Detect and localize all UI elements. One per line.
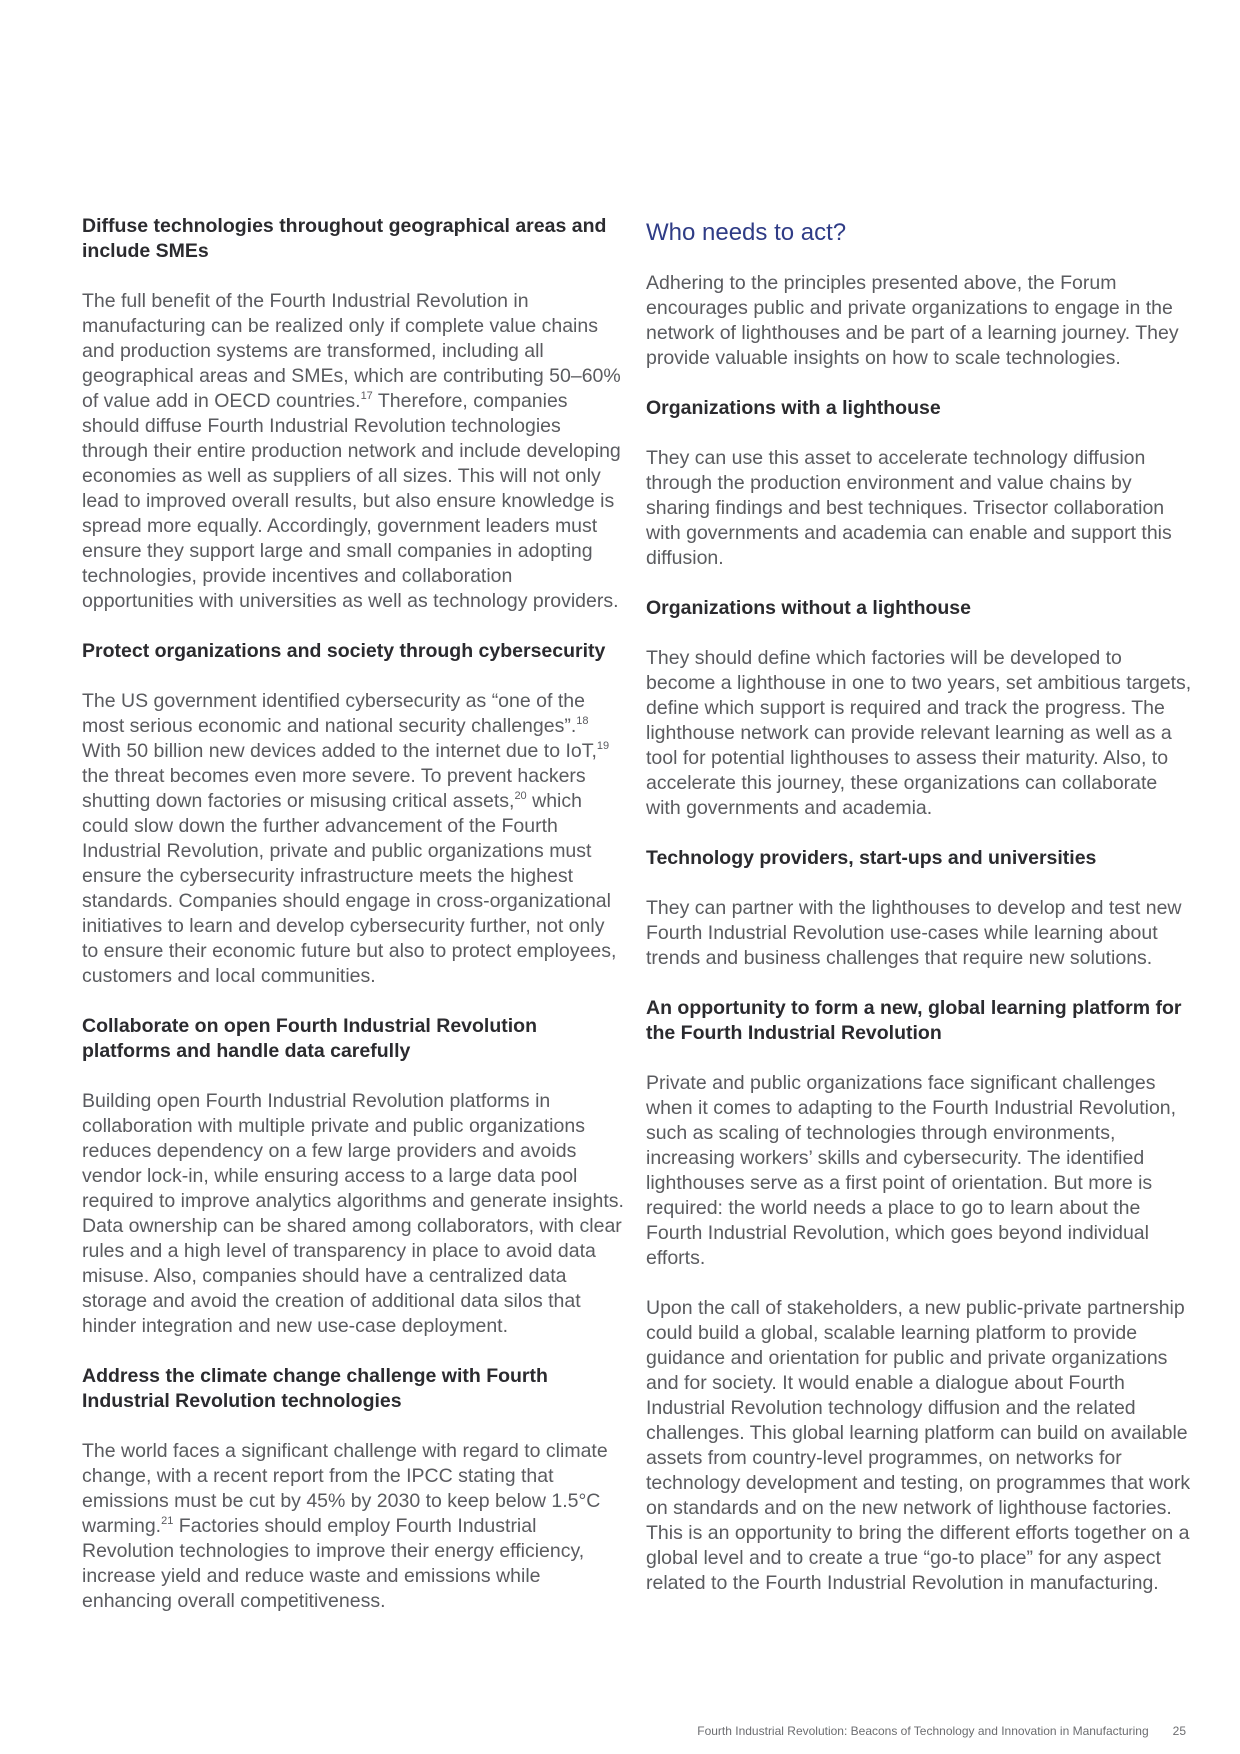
text-run: Factories should employ Fourth Industrial Revolution technologies to improve their energy efficiency, increase yield and reduce waste and emissions while enhancing overall competitiveness. (82, 1515, 585, 1612)
paragraph-intro: Adhering to the principles presented above, the Forum encourages public and private organizations to engage in the network of lighthouses and be part of a learning journey. They provide valuable insights on how to scale technologies. (646, 272, 1179, 369)
text-run: The world faces a significant challenge with regard to climate change, with a recent report from the IPCC stating that emissions must be cut by 45% by 2030 to keep below 1.5°C warming. (82, 1440, 608, 1537)
footnote-ref: 21 (161, 1515, 174, 1527)
paragraph-climate-change (82, 1439, 626, 1614)
section-heading-with-lighthouse: Organizations with a lighthouse (646, 397, 941, 419)
paragraph-cybersecurity (82, 689, 626, 989)
text-run: Therefore, companies should diffuse Fourth Industrial Revolution technologies through their entire production network and include developing economies as well as suppliers of all sizes. This will not only lead to improved overall results, but also ensure knowledge is spread more equally. Accordingly, government leaders must ensure they support large and small companies in adopting technologies, provide incentives and collaboration opportunities with universities as well as technology providers. (82, 390, 621, 612)
left-column (82, 214, 626, 1639)
section-heading-technology-providers: Technology providers, start-ups and universities (646, 847, 1097, 869)
text-run: The US government identified cybersecurity as “one of the most serious economic and national security challenges”. (82, 690, 585, 737)
section-heading-without-lighthouse: Organizations without a lighthouse (646, 597, 971, 619)
section-heading-cybersecurity: Protect organizations and society through cybersecurity (82, 640, 606, 662)
page-section-title: Who needs to act? (646, 219, 847, 246)
section-heading-climate-change: Address the climate change challenge with Fourth Industrial Revolution technologies (82, 1365, 548, 1412)
section-heading-open-platforms: Collaborate on open Fourth Industrial Revolution platforms and handle data carefully (82, 1015, 537, 1062)
text-run: which could slow down the further advancement of the Fourth Industrial Revolution, private and public organizations must ensure the cybersecurity infrastructure meets the highest standards. Companies should engage in cross-organizational initiatives to learn and develop cybersecurity further, not only to ensure their economic future but also to protect employees, customers and local communities. (82, 790, 617, 987)
footnote-ref: 17 (360, 390, 373, 402)
paragraph-learning-platform-2: Upon the call of stakeholders, a new public-private partnership could build a global, scalable learning platform to provide guidance and orientation for public and private organizations and for society. It would enable a dialogue about Fourth Industrial Revolution technology diffusion and the related challenges. This global learning platform can build on available assets from country-level programmes, on networks for technology development and testing, on programmes that work on standards and on the new network of lighthouse factories. This is an opportunity to bring the different efforts together on a global level and to create a true “go-to place” for any aspect related to the Fourth Industrial Revolution in manufacturing. (646, 1297, 1191, 1594)
footer-publication-title: Fourth Industrial Revolution: Beacons of Technology and Innovation in Manufacturing (697, 1724, 1149, 1738)
paragraph-technology-providers: They can partner with the lighthouses to develop and test new Fourth Industrial Revolution use-cases while learning about trends and business challenges that require new solutions. (646, 897, 1182, 969)
section-heading-diffuse-technologies: Diffuse technologies throughout geographical areas and include SMEs (82, 215, 607, 262)
paragraph-learning-platform-1: Private and public organizations face significant challenges when it comes to adapting to the Fourth Industrial Revolution, such as scaling of technologies through environments, increasing workers’ skills and cybersecurity. The identified lighthouses serve as a first point of orientation. But more is required: the world needs a place to go to learn about the Fourth Industrial Revolution, which goes beyond individual efforts. (646, 1072, 1177, 1269)
footnote-ref: 20 (514, 790, 527, 802)
text-run: With 50 billion new devices added to the internet due to IoT, (82, 740, 597, 762)
text-run: The full benefit of the Fourth Industrial Revolution in manufacturing can be realized only if complete value chains and production systems are transformed, including all geographical areas and SMEs, which are contributing 50–60% of value add in OECD countries. (82, 290, 621, 412)
section-heading-learning-platform: An opportunity to form a new, global learning platform for the Fourth Industrial Revolution (646, 997, 1182, 1044)
footnote-ref: 19 (596, 740, 610, 752)
right-column (646, 214, 1192, 1621)
paragraph-with-lighthouse: They can use this asset to accelerate technology diffusion through the production environment and value chains by sharing findings and best techniques. Trisector collaboration with governments and academia can enable and support this diffusion. (646, 447, 1172, 569)
paragraph-open-platforms: Building open Fourth Industrial Revolution platforms in collaboration with multiple private and public organizations reduces dependency on a few large providers and avoids vendor lock-in, while ensuring access to a large data pool required to improve analytics algorithms and generate insights. Data ownership can be shared among collaborators, with clear rules and a high level of transparency in place to avoid data misuse. Also, companies should have a centralized data storage and avoid the creation of additional data silos that hinder integration and new use-case deployment. (82, 1090, 624, 1337)
text-run: the threat becomes even more severe. To prevent hackers shutting down factories or misusing critical assets, (82, 765, 586, 812)
page-footer (697, 1724, 1186, 1738)
page-number: 25 (1172, 1724, 1186, 1738)
paragraph-without-lighthouse: They should define which factories will be developed to become a lighthouse in one to two years, set ambitious targets, define which support is required and track the progress. The lighthouse network can provide relevant learning as well as a tool for potential lighthouses to assess their maturity. Also, to accelerate this journey, these organizations can collaborate with governments and academia. (646, 647, 1192, 819)
paragraph-diffuse-technologies (82, 289, 626, 614)
footnote-ref: 18 (576, 715, 589, 727)
